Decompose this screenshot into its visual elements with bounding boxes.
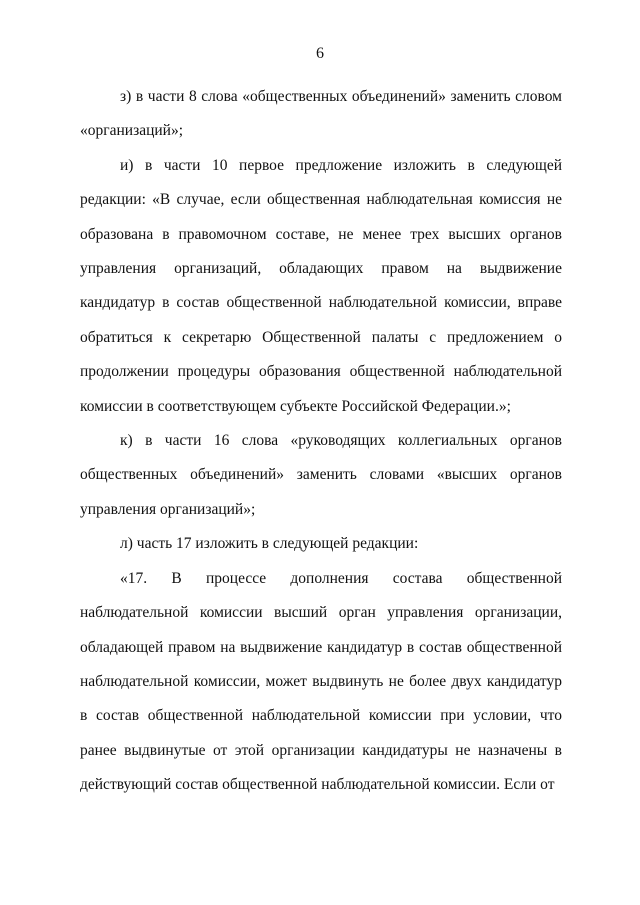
- paragraph-k: к) в части 16 слова «руководящих коллегиальных органов общественных объединений» заменить словами «высших органов управления организаций»;: [80, 432, 562, 518]
- page-number: 6: [316, 45, 324, 62]
- paragraph-17: «17. В процессе дополнения состава общественной наблюдательной комиссии высший орган управления организации, обладающей правом на выдвижение кандидатур в состав общественной наблюдательной комиссии, может выдвинуть не более двух кандидатур в состав общественной наблюдательной комиссии при условии, что ранее выдвинутые от этой организации кандидатуры не назначены в действующий состав общественной наблюдательной комиссии. Если от: [80, 569, 562, 794]
- paragraph-z: з) в части 8 слова «общественных объединений» заменить словом «организаций»;: [80, 88, 562, 140]
- paragraph-i: и) в части 10 первое предложение изложить в следующей редакции: «В случае, если общественная наблюдательная комиссия не образована в правомочном составе, не менее трех высших органов управления организаций, обладающих правом на выдвижение кандидатур в состав общественной наблюдательной комиссии, вправе обратиться к секретарю Общественной палаты с предложением о продолжении процедуры образования общественной наблюдательной комиссии в соответствующем субъекте Российской Федерации.»;: [80, 156, 562, 415]
- paragraph-l: л) часть 17 изложить в следующей редакции:: [120, 535, 419, 553]
- document-body: [80, 80, 562, 803]
